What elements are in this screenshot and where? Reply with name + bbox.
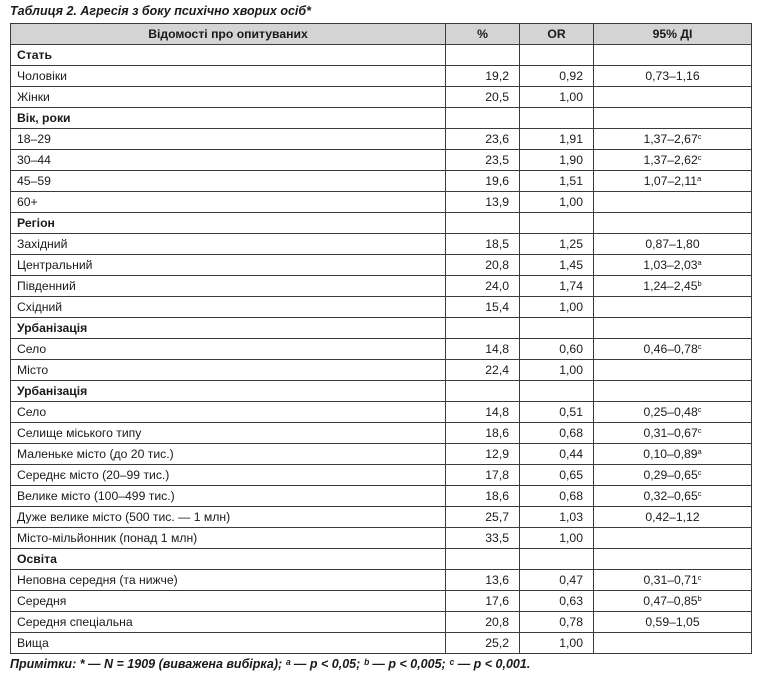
percent-cell: 33,5 — [446, 528, 520, 549]
percent-cell: 18,6 — [446, 423, 520, 444]
ci-value: 0,25–0,48 — [643, 405, 698, 419]
table-row — [11, 234, 752, 255]
row-label: Велике місто (100–499 тис.) — [11, 486, 446, 507]
section-row — [11, 318, 752, 339]
empty-cell — [446, 45, 520, 66]
table-row — [11, 339, 752, 360]
ci-value: 0,32–0,65 — [643, 489, 698, 503]
empty-cell — [594, 45, 752, 66]
significance-marker: a — [697, 258, 702, 267]
table-row — [11, 612, 752, 633]
table-row — [11, 507, 752, 528]
table-body — [11, 45, 752, 654]
odds-ratio-cell: 1,51 — [520, 171, 594, 192]
confidence-interval-cell — [594, 402, 752, 423]
odds-ratio-cell: 1,74 — [520, 276, 594, 297]
odds-ratio-cell: 0,65 — [520, 465, 594, 486]
ci-value: 1,37–2,67 — [643, 132, 698, 146]
confidence-interval-cell — [594, 192, 752, 213]
section-label: Освіта — [11, 549, 446, 570]
table-row — [11, 528, 752, 549]
significance-marker: c — [697, 405, 702, 414]
confidence-interval-cell — [594, 66, 752, 87]
table-row — [11, 192, 752, 213]
percent-cell: 23,5 — [446, 150, 520, 171]
ci-value: 0,10–0,89 — [643, 447, 698, 461]
ci-value: 0,87–1,80 — [645, 237, 700, 251]
table-row — [11, 570, 752, 591]
ci-value: 0,31–0,71 — [643, 573, 698, 587]
significance-marker: c — [697, 132, 702, 141]
confidence-interval-cell — [594, 234, 752, 255]
significance-marker: b — [697, 279, 702, 288]
table-row — [11, 360, 752, 381]
percent-cell: 18,5 — [446, 234, 520, 255]
row-label: Село — [11, 402, 446, 423]
confidence-interval-cell — [594, 129, 752, 150]
confidence-interval-cell — [594, 465, 752, 486]
empty-cell — [446, 213, 520, 234]
section-row — [11, 381, 752, 402]
data-table — [10, 23, 752, 654]
row-label: Середня спеціальна — [11, 612, 446, 633]
row-label: Дуже велике місто (500 тис. — 1 млн) — [11, 507, 446, 528]
table-row — [11, 171, 752, 192]
confidence-interval-cell — [594, 339, 752, 360]
ci-value: 0,31–0,67 — [643, 426, 698, 440]
section-row — [11, 108, 752, 129]
table-row — [11, 402, 752, 423]
empty-cell — [594, 213, 752, 234]
odds-ratio-cell: 1,00 — [520, 633, 594, 654]
table-row — [11, 66, 752, 87]
table-row — [11, 276, 752, 297]
confidence-interval-cell — [594, 276, 752, 297]
odds-ratio-cell: 0,68 — [520, 423, 594, 444]
percent-cell: 25,2 — [446, 633, 520, 654]
ci-value: 1,07–2,11 — [643, 174, 698, 188]
ci-value: 0,42–1,12 — [645, 510, 700, 524]
section-label: Урбанізація — [11, 381, 446, 402]
empty-cell — [520, 108, 594, 129]
section-row — [11, 549, 752, 570]
confidence-interval-cell — [594, 612, 752, 633]
odds-ratio-cell: 1,25 — [520, 234, 594, 255]
percent-cell: 23,6 — [446, 129, 520, 150]
odds-ratio-cell: 1,45 — [520, 255, 594, 276]
empty-cell — [520, 45, 594, 66]
percent-cell: 20,8 — [446, 612, 520, 633]
row-label: Вища — [11, 633, 446, 654]
percent-cell: 19,6 — [446, 171, 520, 192]
confidence-interval-cell — [594, 171, 752, 192]
odds-ratio-cell: 1,00 — [520, 297, 594, 318]
table-row — [11, 591, 752, 612]
row-label: Чоловіки — [11, 66, 446, 87]
row-label: Місто — [11, 360, 446, 381]
ci-value: 1,03–2,03 — [643, 258, 698, 272]
row-label: Середнє місто (20–99 тис.) — [11, 465, 446, 486]
percent-cell: 13,9 — [446, 192, 520, 213]
significance-marker: a — [697, 447, 702, 456]
percent-cell: 17,6 — [446, 591, 520, 612]
odds-ratio-cell: 1,00 — [520, 87, 594, 108]
section-label: Вік, роки — [11, 108, 446, 129]
row-label: Село — [11, 339, 446, 360]
ci-value: 1,37–2,62 — [643, 153, 698, 167]
significance-marker: c — [697, 573, 702, 582]
empty-cell — [520, 318, 594, 339]
confidence-interval-cell — [594, 507, 752, 528]
ci-value: 0,59–1,05 — [645, 615, 700, 629]
odds-ratio-cell: 1,03 — [520, 507, 594, 528]
row-label: Центральний — [11, 255, 446, 276]
ci-value: 0,46–0,78 — [643, 342, 698, 356]
section-label: Регіон — [11, 213, 446, 234]
table-row — [11, 87, 752, 108]
empty-cell — [446, 549, 520, 570]
empty-cell — [520, 381, 594, 402]
percent-cell: 13,6 — [446, 570, 520, 591]
percent-cell: 20,8 — [446, 255, 520, 276]
percent-cell: 15,4 — [446, 297, 520, 318]
empty-cell — [594, 108, 752, 129]
significance-marker: c — [697, 342, 702, 351]
empty-cell — [594, 318, 752, 339]
percent-cell: 17,8 — [446, 465, 520, 486]
row-label: 18–29 — [11, 129, 446, 150]
confidence-interval-cell — [594, 360, 752, 381]
confidence-interval-cell — [594, 486, 752, 507]
row-label: Маленьке місто (до 20 тис.) — [11, 444, 446, 465]
percent-cell: 25,7 — [446, 507, 520, 528]
odds-ratio-cell: 1,00 — [520, 360, 594, 381]
ci-value: 1,24–2,45 — [643, 279, 698, 293]
table-row — [11, 129, 752, 150]
ci-value: 0,47–0,85 — [643, 594, 698, 608]
odds-ratio-cell: 0,44 — [520, 444, 594, 465]
odds-ratio-cell: 1,91 — [520, 129, 594, 150]
table-row — [11, 465, 752, 486]
empty-cell — [446, 381, 520, 402]
odds-ratio-cell: 1,00 — [520, 192, 594, 213]
percent-cell: 14,8 — [446, 402, 520, 423]
percent-cell: 14,8 — [446, 339, 520, 360]
empty-cell — [520, 213, 594, 234]
confidence-interval-cell — [594, 255, 752, 276]
table-row — [11, 444, 752, 465]
confidence-interval-cell — [594, 87, 752, 108]
table-row — [11, 297, 752, 318]
row-label: Східний — [11, 297, 446, 318]
significance-marker: c — [697, 468, 702, 477]
table-row — [11, 633, 752, 654]
odds-ratio-cell: 0,60 — [520, 339, 594, 360]
row-label: Місто-мільйонник (понад 1 млн) — [11, 528, 446, 549]
significance-marker: c — [697, 426, 702, 435]
odds-ratio-cell: 0,92 — [520, 66, 594, 87]
row-label: Селище міського типу — [11, 423, 446, 444]
table-row — [11, 255, 752, 276]
confidence-interval-cell — [594, 591, 752, 612]
section-row — [11, 213, 752, 234]
column-header: Відомості про опитуваних — [11, 24, 446, 45]
table-caption: Таблиця 2. Агресія з боку психічно хворих осіб* — [10, 4, 311, 18]
percent-cell: 24,0 — [446, 276, 520, 297]
percent-cell: 20,5 — [446, 87, 520, 108]
row-label: Середня — [11, 591, 446, 612]
column-header: 95% ДІ — [594, 24, 752, 45]
confidence-interval-cell — [594, 633, 752, 654]
empty-cell — [446, 108, 520, 129]
section-label: Стать — [11, 45, 446, 66]
empty-cell — [594, 381, 752, 402]
table-row — [11, 423, 752, 444]
row-label: Західний — [11, 234, 446, 255]
odds-ratio-cell: 0,47 — [520, 570, 594, 591]
odds-ratio-cell: 0,51 — [520, 402, 594, 423]
row-label: 45–59 — [11, 171, 446, 192]
empty-cell — [446, 318, 520, 339]
ci-value: 0,29–0,65 — [643, 468, 698, 482]
confidence-interval-cell — [594, 528, 752, 549]
odds-ratio-cell: 1,00 — [520, 528, 594, 549]
significance-marker: c — [697, 489, 702, 498]
column-header: % — [446, 24, 520, 45]
odds-ratio-cell: 0,63 — [520, 591, 594, 612]
confidence-interval-cell — [594, 150, 752, 171]
table-footnote: Примітки: * — N = 1909 (виважена вибірка); ᵃ — p < 0,05; ᵇ — p < 0,005; ᶜ — p < 0,001. — [10, 657, 531, 671]
odds-ratio-cell: 1,90 — [520, 150, 594, 171]
empty-cell — [594, 549, 752, 570]
odds-ratio-cell: 0,68 — [520, 486, 594, 507]
row-label: Жінки — [11, 87, 446, 108]
percent-cell: 12,9 — [446, 444, 520, 465]
row-label: 60+ — [11, 192, 446, 213]
table-row — [11, 486, 752, 507]
confidence-interval-cell — [594, 444, 752, 465]
section-row — [11, 45, 752, 66]
row-label: 30–44 — [11, 150, 446, 171]
confidence-interval-cell — [594, 297, 752, 318]
odds-ratio-cell: 0,78 — [520, 612, 594, 633]
confidence-interval-cell — [594, 423, 752, 444]
empty-cell — [520, 549, 594, 570]
row-label: Неповна середня (та нижче) — [11, 570, 446, 591]
column-header: OR — [520, 24, 594, 45]
confidence-interval-cell — [594, 570, 752, 591]
percent-cell: 22,4 — [446, 360, 520, 381]
ci-value: 0,73–1,16 — [645, 69, 700, 83]
row-label: Південний — [11, 276, 446, 297]
percent-cell: 19,2 — [446, 66, 520, 87]
header-row — [11, 24, 752, 45]
significance-marker: a — [697, 174, 702, 183]
significance-marker: b — [697, 594, 702, 603]
table-row — [11, 150, 752, 171]
significance-marker: c — [697, 153, 702, 162]
percent-cell: 18,6 — [446, 486, 520, 507]
section-label: Урбанізація — [11, 318, 446, 339]
